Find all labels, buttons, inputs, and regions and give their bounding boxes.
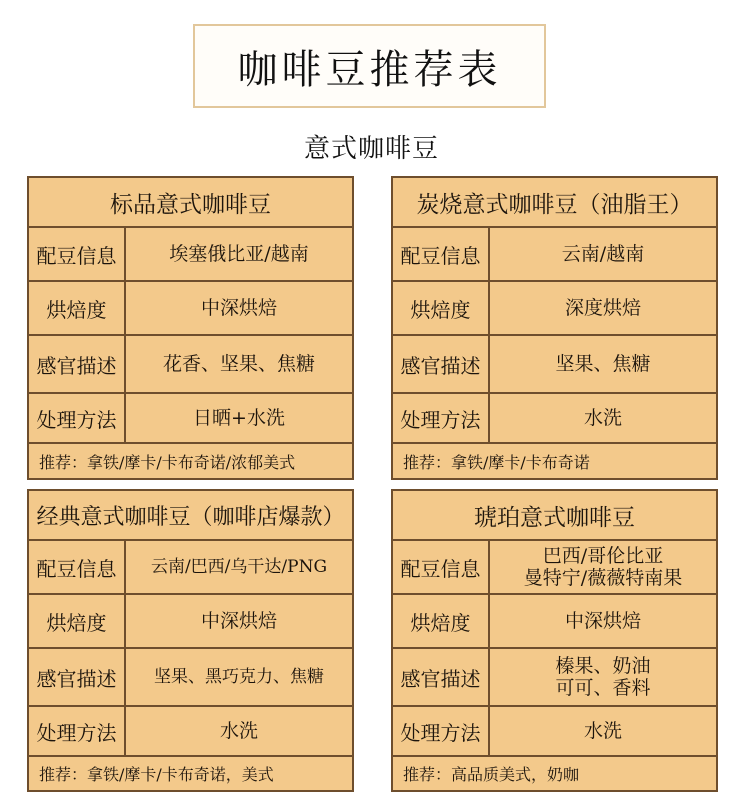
card-title: 标品意式咖啡豆 xyxy=(29,178,352,228)
card-title: 琥珀意式咖啡豆 xyxy=(393,491,716,541)
label-process: 处理方法 xyxy=(29,394,126,442)
label-flavor: 感官描述 xyxy=(29,336,126,392)
recommendation: 推荐：拿铁/摩卡/卡布奇诺，美式 xyxy=(39,765,274,784)
label-origin: 配豆信息 xyxy=(393,541,490,593)
card-title: 经典意式咖啡豆（咖啡店爆款） xyxy=(29,491,352,541)
value-origin-line: 巴西/哥伦比亚 xyxy=(542,545,664,567)
row-origin xyxy=(29,541,352,595)
row-roast xyxy=(29,595,352,649)
section-title: 意式咖啡豆 xyxy=(303,134,439,164)
row-origin xyxy=(393,228,716,282)
row-process xyxy=(393,394,716,444)
value-origin-line: 曼特宁/薇薇特南果 xyxy=(523,567,683,589)
row-process xyxy=(29,394,352,444)
value-origin: 埃塞俄比亚/越南 xyxy=(169,242,309,265)
label-process: 处理方法 xyxy=(393,707,490,755)
row-flavor xyxy=(29,649,352,707)
value-process: 日晒+水洗 xyxy=(193,406,285,429)
recommendation: 推荐：拿铁/摩卡/卡布奇诺/浓郁美式 xyxy=(39,452,296,472)
row-flavor xyxy=(393,336,716,394)
value-roast: 中深烘焙 xyxy=(200,296,277,319)
label-roast: 烘焙度 xyxy=(393,595,490,647)
value-flavor: 坚果、黑巧克力、焦糖 xyxy=(154,666,324,687)
card-title: 炭烧意式咖啡豆（油脂王） xyxy=(393,178,716,228)
value-flavor: 花香、坚果、焦糖 xyxy=(162,352,315,375)
value-process: 水洗 xyxy=(583,719,622,742)
value-origin xyxy=(490,541,716,593)
bean-card-charcoal xyxy=(391,176,718,480)
label-roast: 烘焙度 xyxy=(393,282,490,334)
label-roast: 烘焙度 xyxy=(29,595,126,647)
value-origin: 云南/越南 xyxy=(561,242,645,265)
value-flavor xyxy=(490,649,716,705)
recommendation: 推荐：拿铁/摩卡/卡布奇诺 xyxy=(403,452,590,472)
label-process: 处理方法 xyxy=(29,707,126,755)
bean-card-amber xyxy=(391,489,718,792)
row-origin xyxy=(393,541,716,595)
value-flavor: 坚果、焦糖 xyxy=(555,352,651,375)
bean-card-classic xyxy=(27,489,354,792)
value-process: 水洗 xyxy=(219,719,258,742)
bean-card-standard xyxy=(27,176,354,480)
label-origin: 配豆信息 xyxy=(29,541,126,593)
label-origin: 配豆信息 xyxy=(29,228,126,280)
row-roast xyxy=(393,282,716,336)
row-flavor xyxy=(29,336,352,394)
label-flavor: 感官描述 xyxy=(393,649,490,705)
row-process xyxy=(393,707,716,757)
value-flavor-line: 榛果、奶油 xyxy=(555,655,651,677)
value-origin: 云南/巴西/乌干达/PNG xyxy=(150,556,328,577)
row-origin xyxy=(29,228,352,282)
value-flavor-line: 可可、香料 xyxy=(555,677,651,699)
value-roast: 深度烘焙 xyxy=(564,296,641,319)
row-flavor xyxy=(393,649,716,707)
label-origin: 配豆信息 xyxy=(393,228,490,280)
page-title: 咖啡豆推荐表 xyxy=(193,24,546,108)
row-roast xyxy=(393,595,716,649)
label-process: 处理方法 xyxy=(393,394,490,442)
row-roast xyxy=(29,282,352,336)
label-flavor: 感官描述 xyxy=(29,649,126,705)
value-roast: 中深烘焙 xyxy=(564,609,641,632)
label-roast: 烘焙度 xyxy=(29,282,126,334)
recommendation: 推荐：高品质美式，奶咖 xyxy=(403,765,580,784)
row-process xyxy=(29,707,352,757)
label-flavor: 感官描述 xyxy=(393,336,490,392)
value-roast: 中深烘焙 xyxy=(200,609,277,632)
value-process: 水洗 xyxy=(583,406,622,429)
